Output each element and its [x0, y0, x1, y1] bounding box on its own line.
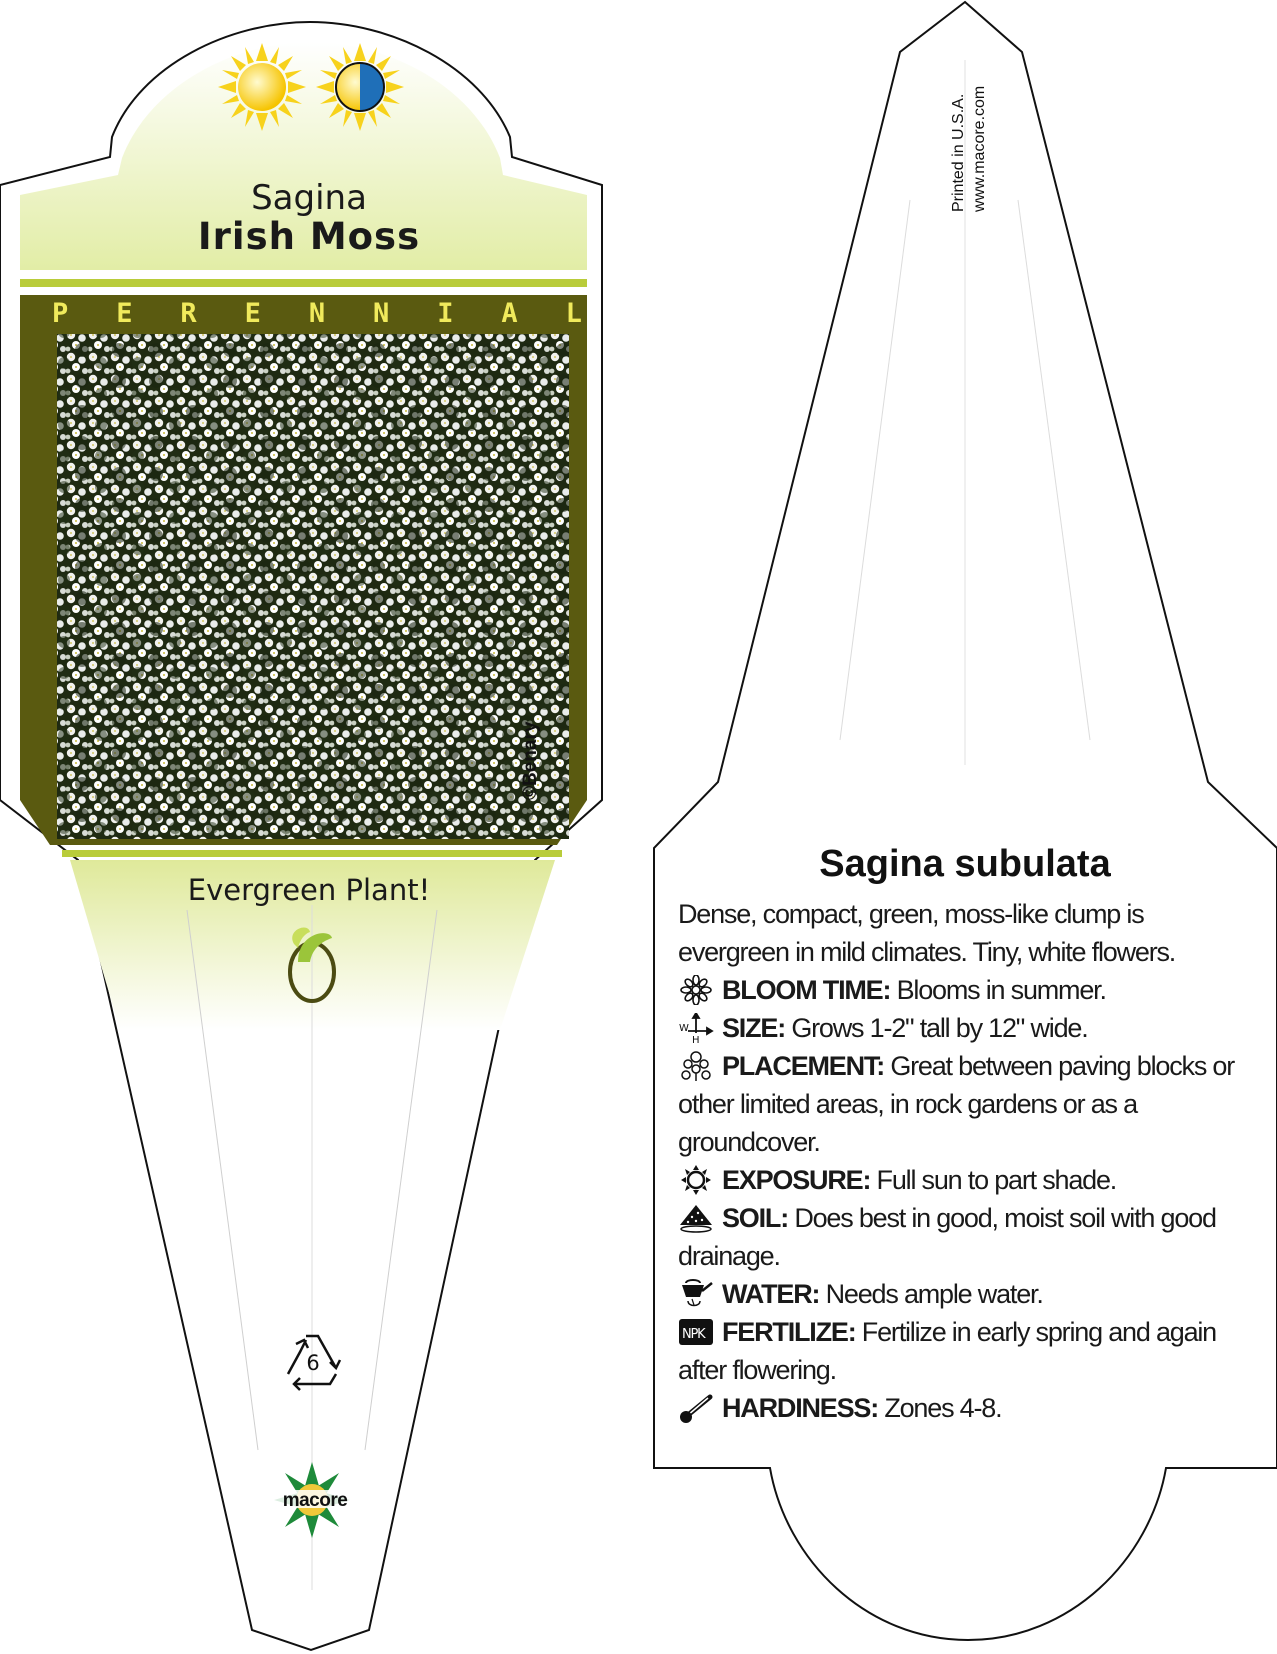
care-label: SOIL: — [722, 1203, 788, 1233]
care-text: Fertilize in early spring and again after flowering. — [678, 1317, 1217, 1385]
plant-category — [52, 298, 582, 329]
botanical-name: Sagina subulata — [819, 843, 1111, 885]
care-label: PLACEMENT: — [722, 1051, 884, 1081]
category-letter: E — [244, 298, 261, 329]
care-row-exposure — [678, 1161, 1260, 1199]
care-label: EXPOSURE: — [722, 1165, 871, 1195]
category-letter: A — [501, 298, 518, 329]
care-label: BLOOM TIME: — [722, 975, 891, 1005]
care-row-soil — [678, 1199, 1260, 1275]
printed-in: Printed in U.S.A. — [950, 93, 967, 212]
care-row-hardiness — [678, 1389, 1260, 1427]
svg-text:W: W — [679, 1023, 688, 1034]
care-row-water — [678, 1275, 1260, 1313]
care-text: Great between paving blocks or other limited areas, in rock gardens or as a groundcover. — [678, 1051, 1235, 1157]
full-sun-icon — [218, 43, 306, 131]
care-text: Full sun to part shade. — [876, 1165, 1117, 1195]
care-label: HARDINESS: — [722, 1393, 879, 1423]
photo-credit: ©Benary — [520, 721, 541, 800]
category-letter: E — [116, 298, 133, 329]
svg-text:H: H — [692, 1035, 699, 1043]
soil-pile-icon — [678, 1203, 714, 1233]
care-text: Blooms in summer. — [896, 975, 1106, 1005]
placement-plants-icon — [678, 1051, 714, 1081]
thermometer-icon — [678, 1393, 714, 1423]
care-text: Needs ample water. — [825, 1279, 1043, 1309]
part-shade-icon — [316, 43, 404, 131]
sun-exposure-icon — [678, 1165, 714, 1195]
category-letter: P — [52, 298, 69, 329]
category-letter: I — [437, 298, 454, 329]
care-label: WATER: — [722, 1279, 820, 1309]
feature-callout: Evergreen Plant! — [187, 873, 431, 907]
category-letter: L — [565, 298, 582, 329]
care-text: Zones 4-8. — [884, 1393, 1002, 1423]
npk-icon — [678, 1317, 714, 1347]
brand-name: macore — [282, 1490, 348, 1511]
care-instructions — [678, 895, 1260, 1427]
care-label: SIZE: — [722, 1013, 786, 1043]
care-row-bloom — [678, 971, 1260, 1009]
care-row-placement — [678, 1047, 1260, 1161]
plant-description: Dense, compact, green, moss-like clump is evergreen in mild climates. Tiny, white flowers. — [678, 899, 1176, 967]
plant-genus: Sagina — [251, 178, 367, 218]
flower-icon — [678, 975, 714, 1005]
website: www.macore.com — [971, 85, 988, 212]
care-text: Grows 1-2" tall by 12" wide. — [791, 1013, 1088, 1043]
print-info — [948, 86, 990, 212]
care-text: Does best in good, moist soil with good drainage. — [678, 1203, 1216, 1271]
care-row-size — [678, 1009, 1260, 1047]
plant-common-name: Irish Moss — [197, 215, 421, 258]
category-letter: R — [180, 298, 197, 329]
care-label: FERTILIZE: — [722, 1317, 856, 1347]
size-axes-icon — [678, 1013, 714, 1043]
svg-text:NPK: NPK — [682, 1327, 705, 1342]
category-letter: N — [308, 298, 326, 329]
care-row-fertilize — [678, 1313, 1260, 1389]
watering-can-icon — [678, 1279, 714, 1309]
recycle-code: 6 — [306, 1351, 320, 1375]
category-letter: N — [373, 298, 390, 329]
